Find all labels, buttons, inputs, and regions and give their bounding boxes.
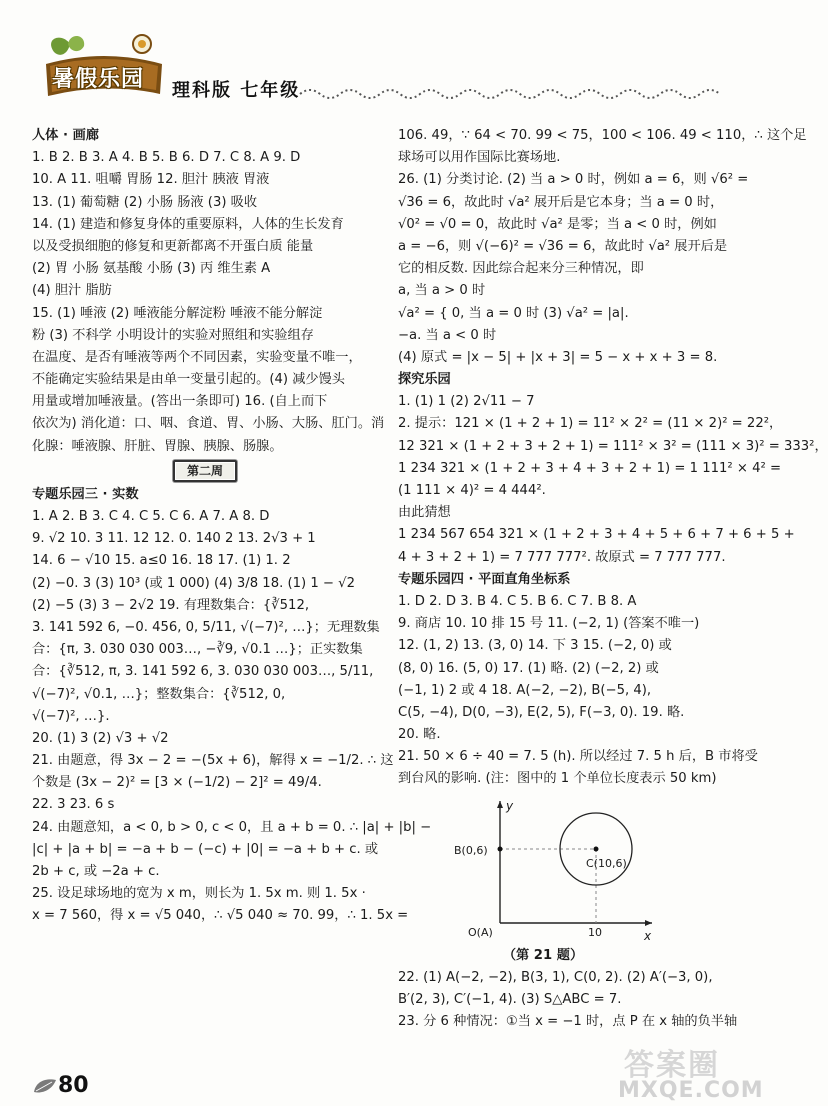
answer-line: 9. √2 10. 3 11. 12 12. 0. 140 2 13. 2√3 + 1 xyxy=(32,531,316,547)
y-axis-label: y xyxy=(506,798,514,813)
y-axis-arrow xyxy=(497,801,503,808)
answer-line: 3. 141 592 6, −0. 456, 0, 5/11, √(−7)², …}；无理数集 xyxy=(32,619,380,635)
answer-line: 由此猜想 xyxy=(398,505,451,521)
section-heading: 人体 · 画廊 xyxy=(32,128,99,143)
answer-line: 20. 略. xyxy=(398,727,441,743)
answer-line: 12. (1, 2) 13. (3, 0) 14. 下 3 15. (−2, 0) 或 xyxy=(398,638,672,654)
right-answer-column xyxy=(398,125,828,1033)
answer-line: √a² = { 0, 当 a = 0 时 (3) √a² = |a|. xyxy=(398,305,629,321)
answer-line: 依次为) 消化道：口、咽、食道、胃、小肠、大肠、肛门。消 xyxy=(32,416,385,432)
edition-label: 理科版 七年级 xyxy=(172,80,301,101)
answer-line: 1 234 321 × (1 + 2 + 3 + 4 + 3 + 2 + 1) = 1 111² × 4² = xyxy=(398,460,781,476)
answer-line: 14. (1) 建造和修复身体的重要原料，人体的生长发育 xyxy=(32,216,344,232)
point-c xyxy=(594,846,599,851)
answer-line: 22. 3 23. 6 s xyxy=(32,797,115,813)
right-answers-top xyxy=(398,125,828,791)
answer-line: 26. (1) 分类讨论. (2) 当 a > 0 时，例如 a = 6，则 √6² = xyxy=(398,172,749,188)
page-number: 80 xyxy=(58,1073,89,1098)
answer-line: (1 111 × 4)² = 4 444². xyxy=(398,483,546,498)
answer-line: 不能确定实验结果是由单一变量引起的。(4) 减少馒头 xyxy=(32,372,345,388)
answer-line: 个数是 (3x − 2)² = [3 × (−1/2) − 2]² = 49/4. xyxy=(32,775,322,791)
tick-10-label: 10 xyxy=(588,925,602,939)
answer-line: (2) −5 (3) 3 − 2√2 19. 有理数集合：{∛512, xyxy=(32,597,310,613)
origin-label: O(A) xyxy=(468,925,493,939)
figure-caption: （第 21 题） xyxy=(502,947,584,963)
answer-line: 化腺：唾液腺、肝脏、胃腺、胰腺、肠腺。 xyxy=(32,438,283,454)
page-header xyxy=(0,0,750,118)
answer-line: 合：{∛512, π, 3. 141 592 6, 3. 030 030 003…, 5/11, xyxy=(32,664,374,680)
point-c-label: C(10,6) xyxy=(586,856,627,870)
answer-line: √(−7)², …}. xyxy=(32,708,110,724)
answer-line: 1. B 2. B 3. A 4. B 5. B 6. D 7. C 8. A 9. D xyxy=(32,150,301,166)
logo-title: 暑假乐园 xyxy=(52,66,145,92)
answer-line: 106. 49，∵ 64 < 70. 99 < 75，100 < 106. 49 < 110，∴ 这个足 xyxy=(398,128,807,143)
answer-line: √36 = 6，故此时 √a² 展开后是它本身；当 a = 0 时， xyxy=(398,194,724,210)
dotted-wave-decoration xyxy=(300,84,720,104)
answer-line: 4 + 3 + 2 + 1) = 7 777 777². 故原式 = 7 777 777. xyxy=(398,549,726,565)
answer-line: 2. 提示：121 × (1 + 2 + 1) = 11² × 2² = (11 × 2)² = 22²， xyxy=(398,416,783,432)
answer-line: 合：{π, 3. 030 030 003…, −∛9, √0.1 …}；正实数集 xyxy=(32,642,363,658)
answer-line: 它的相反数. 因此综合起来分三种情况，即 xyxy=(398,261,644,277)
answer-line: 10. A 11. 咀嚼 胃肠 12. 胆汁 胰液 胃液 xyxy=(32,172,270,188)
answer-line: 1. (1) 1 (2) 2√11 − 7 xyxy=(398,394,535,410)
answer-line: √(−7)², √0.1, …}；整数集合：{∛512, 0, xyxy=(32,686,286,702)
answer-line: √0² = √0 = 0，故此时 √a² 是零；当 a < 0 时，例如 xyxy=(398,216,717,232)
answer-line: (4) 胆汁 脂肪 xyxy=(32,283,112,299)
point-b xyxy=(498,846,503,851)
answer-line: 9. 商店 10. 10 排 15 号 11. (−2, 1) (答案不唯一) xyxy=(398,616,700,632)
answer-line: 25. 设足球场地的宽为 x m，则长为 1. 5x m. 则 1. 5x · xyxy=(32,886,366,902)
watermark-url: MXQE.COM xyxy=(618,1078,764,1103)
answer-line: 1. A 2. B 3. C 4. C 5. C 6. A 7. A 8. D xyxy=(32,509,270,524)
answer-line: (−1, 1) 2 或 4 18. A(−2, −2), B(−5, 4), xyxy=(398,682,652,698)
answer-line: 21. 由题意，得 3x − 2 = −(5x + 6)，解得 x = −1/2. ∴ 这 xyxy=(32,753,394,769)
answer-line: 用量或增加唾液量。(答出一条即可) 16. (自上而下 xyxy=(32,394,328,410)
right-answers-bottom xyxy=(398,967,738,1034)
section-heading: 探究乐园 xyxy=(398,372,451,388)
answer-line: |c| + |a + b| = −a + b − (−c) + |0| = −a + b + c. 或 xyxy=(32,841,379,857)
x-axis-label: x xyxy=(644,928,652,943)
answer-line: 粉 (3) 不科学 小明设计的实验对照组和实验组存 xyxy=(32,327,314,343)
leaf-icon xyxy=(32,1076,58,1096)
week-banner xyxy=(32,458,378,484)
answer-line: 在温度、是否有唾液等两个不同因素，实验变量不唯一， xyxy=(32,349,362,365)
answer-line: 1 234 567 654 321 × (1 + 2 + 3 + 4 + 5 + 6 + 7 + 6 + 5 + xyxy=(398,527,795,543)
answer-line: C(5, −4), D(0, −3), E(2, 5), F(−3, 0). 19. 略. xyxy=(398,704,685,720)
section-heading: 专题乐园四 · 平面直角坐标系 xyxy=(398,571,571,587)
watermark-text: 答案圈 xyxy=(624,1048,720,1083)
answer-line: x = 7 560，得 x = √5 040，∴ √5 040 ≈ 70. 99，∴ 1. 5x = xyxy=(32,908,409,924)
answer-line: 2b + c, 或 −2a + c. xyxy=(32,864,160,879)
answer-line: (4) 原式 = |x − 5| + |x + 3| = 5 − x + x + 3 = 8. xyxy=(398,349,718,365)
answer-line: a = −6，则 √(−6)² = √36 = 6，故此时 √a² 展开后是 xyxy=(398,238,728,254)
answer-line: 以及受损细胞的修复和更新都离不开蛋白质 能量 xyxy=(32,238,314,254)
point-b-label: B(0,6) xyxy=(454,843,488,857)
answer-line: a, 当 a > 0 时 xyxy=(398,283,486,299)
answer-line: 15. (1) 唾液 (2) 唾液能分解淀粉 唾液不能分解淀 xyxy=(32,305,323,321)
answer-line: −a. 当 a < 0 时 xyxy=(398,327,497,343)
answer-line: 球场可以用作国际比赛场地. xyxy=(398,150,561,166)
answer-line: (2) −0. 3 (3) 10³ (或 1 000) (4) 3/8 18. (1) 1 − √2 xyxy=(32,575,355,591)
answer-line: 到台风的影响. (注：图中的 1 个单位长度表示 50 km) xyxy=(398,771,717,787)
section-heading: 专题乐园三 · 实数 xyxy=(32,486,139,502)
answer-line: 12 321 × (1 + 2 + 3 + 2 + 1) = 111² × 3² = (111 × 3)² = 333²， xyxy=(398,438,828,454)
coordinate-figure xyxy=(456,795,656,945)
answer-line: 1. D 2. D 3. B 4. C 5. B 6. C 7. B 8. A xyxy=(398,593,637,609)
answer-line: B′(2, 3), C′(−1, 4). (3) S△ABC = 7. xyxy=(398,992,622,1007)
week-banner-label: 第二周 xyxy=(173,460,237,482)
answer-line: 21. 50 × 6 ÷ 40 = 7. 5 (h). 所以经过 7. 5 h 后，B 市将受 xyxy=(398,749,758,765)
answer-line: 14. 6 − √10 15. a≤0 16. 18 17. (1) 1. 2 xyxy=(32,553,291,569)
answer-line: 20. (1) 3 (2) √3 + √2 xyxy=(32,730,169,746)
answer-line: (8, 0) 16. (5, 0) 17. (1) 略. (2) (−2, 2) 或 xyxy=(398,660,659,676)
answer-line: 22. (1) A(−2, −2), B(3, 1), C(0, 2). (2) A′(−3, 0), xyxy=(398,969,713,985)
answer-line: 23. 分 6 种情况：①当 x = −1 时，点 P 在 x 轴的负半轴 xyxy=(398,1014,738,1030)
answer-line: 24. 由题意知，a < 0, b > 0, c < 0，且 a + b = 0. ∴ |a| + |b| − xyxy=(32,819,432,835)
answer-line: 13. (1) 葡萄糖 (2) 小肠 肠液 (3) 吸收 xyxy=(32,194,258,210)
answer-line: (2) 胃 小肠 氨基酸 小肠 (3) 丙 维生素 A xyxy=(32,261,271,277)
